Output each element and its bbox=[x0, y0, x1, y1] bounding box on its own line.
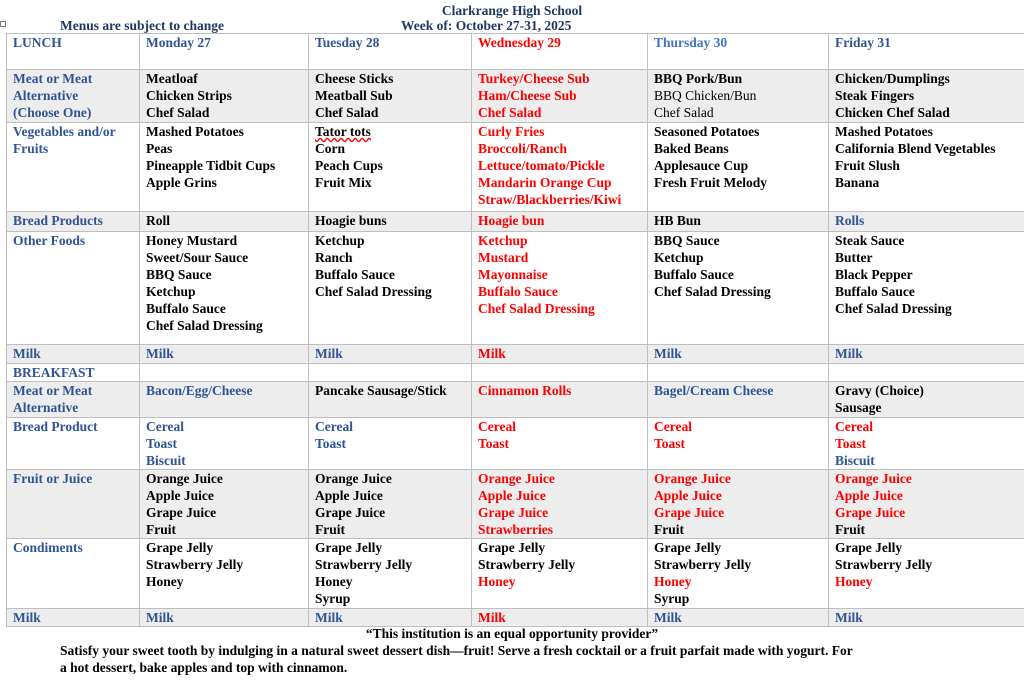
cell-wednesday: Grape Jelly Strawberry Jelly Honey bbox=[472, 539, 648, 609]
cell-tuesday: Orange Juice Apple Juice Grape Juice Fruit bbox=[309, 470, 472, 539]
cell-friday: Milk bbox=[829, 609, 1024, 627]
cell-tuesday: Milk bbox=[309, 345, 472, 364]
breakfast-row-meat bbox=[7, 382, 1024, 418]
row-label: Milk bbox=[7, 609, 140, 627]
cell-monday: Mashed Potatoes Peas Pineapple Tidbit Cups Apple Grins bbox=[140, 123, 309, 212]
cell-thursday: BBQ Sauce Ketchup Buffalo Sauce Chef Salad Dressing bbox=[648, 232, 829, 345]
lunch-header-row bbox=[7, 34, 1024, 70]
cell-friday: Cereal Toast Biscuit bbox=[829, 418, 1024, 470]
cell-friday: Gravy (Choice) Sausage bbox=[829, 382, 1024, 418]
cell-tuesday: Cereal Toast bbox=[309, 418, 472, 470]
cell-friday: Steak Sauce Butter Black Pepper Buffalo Sauce Chef Salad Dressing bbox=[829, 232, 1024, 345]
cell-monday: Grape Jelly Strawberry Jelly Honey bbox=[140, 539, 309, 609]
breakfast-row-bread bbox=[7, 418, 1024, 470]
cell-tuesday: Hoagie buns bbox=[309, 212, 472, 232]
cell-thursday: Cereal Toast bbox=[648, 418, 829, 470]
cell-friday: Chicken/Dumplings Steak Fingers Chicken Chef Salad bbox=[829, 70, 1024, 123]
cell-monday: Cereal Toast Biscuit bbox=[140, 418, 309, 470]
cell-tuesday: Tator tots Corn Peach Cups Fruit Mix bbox=[309, 123, 472, 212]
cell-wednesday: Hoagie bun bbox=[472, 212, 648, 232]
lunch-row-bread bbox=[7, 212, 1024, 232]
equal-opportunity-statement: “This institution is an equal opportunity provider” bbox=[365, 626, 659, 641]
row-label: Fruit or Juice bbox=[7, 470, 140, 539]
cell-thursday: BBQ Pork/Bun BBQ Chicken/Bun Chef Salad bbox=[648, 70, 829, 123]
day-header-thursday: Thursday 30 bbox=[648, 34, 829, 70]
week-label: Week of: October 27-31, 2025 bbox=[401, 18, 572, 33]
cell-friday: Milk bbox=[829, 345, 1024, 364]
breakfast-row-milk bbox=[7, 609, 1024, 627]
day-header-tuesday: Tuesday 28 bbox=[309, 34, 472, 70]
cell-tuesday: Pancake Sausage/Stick bbox=[309, 382, 472, 418]
day-header-friday: Friday 31 bbox=[829, 34, 1024, 70]
day-header-wednesday: Wednesday 29 bbox=[472, 34, 648, 70]
cell-tuesday: Grape Jelly Strawberry Jelly Honey Syrup bbox=[309, 539, 472, 609]
cell-monday: Milk bbox=[140, 345, 309, 364]
nutrition-tip: Satisfy your sweet tooth by indulging in a natural sweet dessert dish—fruit! Serve a fresh cocktail or a fruit parfait made with yogurt. For a hot dessert, bake apples and top with cinnamon. bbox=[60, 643, 853, 675]
cell-monday: Bacon/Egg/Cheese bbox=[140, 382, 309, 418]
lunch-row-vegetables bbox=[7, 123, 1024, 212]
cell-monday: Meatloaf Chicken Strips Chef Salad bbox=[140, 70, 309, 123]
menu-table bbox=[6, 33, 1024, 627]
cell-wednesday: Milk bbox=[472, 609, 648, 627]
row-label: Bread Products bbox=[7, 212, 140, 232]
cell-wednesday: Cereal Toast bbox=[472, 418, 648, 470]
cell-thursday: HB Bun bbox=[648, 212, 829, 232]
day-header-monday: Monday 27 bbox=[140, 34, 309, 70]
cell-thursday: Orange Juice Apple Juice Grape Juice Fruit bbox=[648, 470, 829, 539]
cell-monday: Milk bbox=[140, 609, 309, 627]
breakfast-row-condiments bbox=[7, 539, 1024, 609]
lunch-row-other-foods bbox=[7, 232, 1024, 345]
cell-thursday: Bagel/Cream Cheese bbox=[648, 382, 829, 418]
row-label: Bread Product bbox=[7, 418, 140, 470]
lunch-row-milk bbox=[7, 345, 1024, 364]
cell-thursday: Milk bbox=[648, 609, 829, 627]
cell-wednesday: Turkey/Cheese Sub Ham/Cheese Sub Chef Salad bbox=[472, 70, 648, 123]
row-label: Milk bbox=[7, 345, 140, 364]
cell-wednesday: Curly Fries Broccoli/Ranch Lettuce/tomato/Pickle Mandarin Orange Cup Straw/Blackberries/Kiwi bbox=[472, 123, 648, 212]
cell-tuesday: Cheese Sticks Meatball Sub Chef Salad bbox=[309, 70, 472, 123]
cell-thursday: Grape Jelly Strawberry Jelly Honey Syrup bbox=[648, 539, 829, 609]
lunch-heading: LUNCH bbox=[7, 34, 140, 70]
row-label: Condiments bbox=[7, 539, 140, 609]
cell-tuesday: Ketchup Ranch Buffalo Sauce Chef Salad Dressing bbox=[309, 232, 472, 345]
cell-wednesday: Cinnamon Rolls bbox=[472, 382, 648, 418]
row-label: Other Foods bbox=[7, 232, 140, 345]
cell-friday: Orange Juice Apple Juice Grape Juice Fruit bbox=[829, 470, 1024, 539]
cell-wednesday: Ketchup Mustard Mayonnaise Buffalo Sauce Chef Salad Dressing bbox=[472, 232, 648, 345]
row-label: Meat or Meat Alternative bbox=[7, 382, 140, 418]
school-title: Clarkrange High School bbox=[441, 3, 583, 18]
lunch-row-meat bbox=[7, 70, 1024, 123]
cell-friday: Rolls bbox=[829, 212, 1024, 232]
cell-wednesday: Milk bbox=[472, 345, 648, 364]
breakfast-heading: BREAKFAST bbox=[7, 364, 140, 382]
cell-thursday: Seasoned Potatoes Baked Beans Applesauce Cup Fresh Fruit Melody bbox=[648, 123, 829, 212]
cell-friday: Mashed Potatoes California Blend Vegetables Fruit Slush Banana bbox=[829, 123, 1024, 212]
breakfast-header-row bbox=[7, 364, 1024, 382]
table-move-handle-icon[interactable] bbox=[0, 21, 6, 27]
menu-disclaimer: Menus are subject to change bbox=[60, 18, 224, 33]
row-label: Meat or Meat Alternative (Choose One) bbox=[7, 70, 140, 123]
cell-monday: Orange Juice Apple Juice Grape Juice Fruit bbox=[140, 470, 309, 539]
row-label: Vegetables and/or Fruits bbox=[7, 123, 140, 212]
cell-monday: Honey Mustard Sweet/Sour Sauce BBQ Sauce Ketchup Buffalo Sauce Chef Salad Dressing bbox=[140, 232, 309, 345]
cell-tuesday: Milk bbox=[309, 609, 472, 627]
cell-wednesday: Orange Juice Apple Juice Grape Juice Strawberries bbox=[472, 470, 648, 539]
cell-friday: Grape Jelly Strawberry Jelly Honey bbox=[829, 539, 1024, 609]
cell-monday: Roll bbox=[140, 212, 309, 232]
breakfast-row-fruit-juice bbox=[7, 470, 1024, 539]
cell-thursday: Milk bbox=[648, 345, 829, 364]
